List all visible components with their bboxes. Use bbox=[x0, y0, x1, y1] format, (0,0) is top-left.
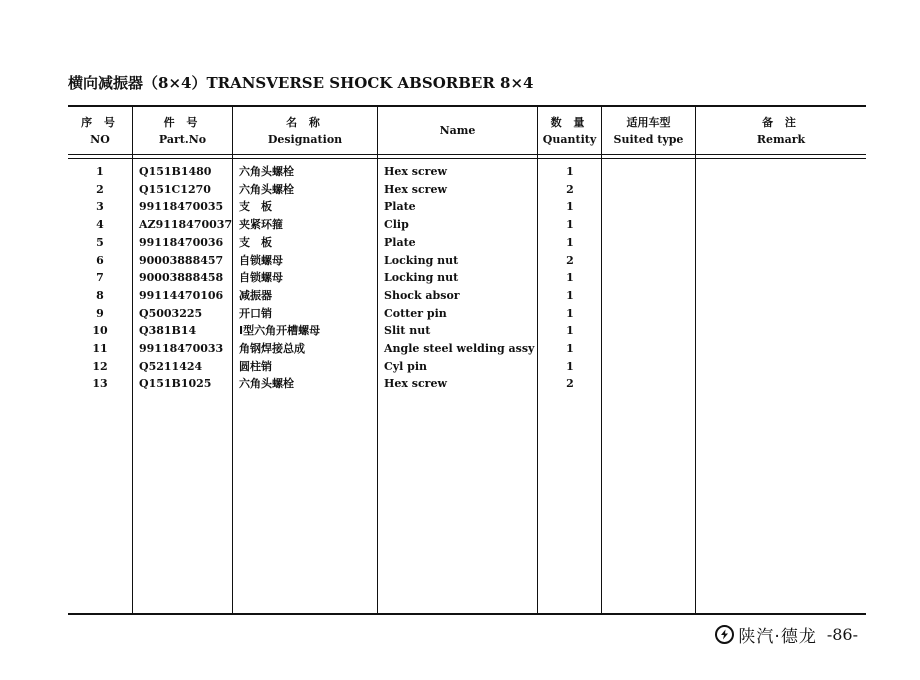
row-designation: 自锁螺母 bbox=[239, 253, 283, 267]
row-designation: 六角头螺栓 bbox=[239, 165, 294, 178]
row-quantity: 1 bbox=[566, 324, 574, 338]
row-designation: Ⅰ型六角开槽螺母 bbox=[239, 324, 321, 338]
row-no: 7 bbox=[96, 271, 104, 285]
row-no: 10 bbox=[92, 324, 108, 338]
row-no: 5 bbox=[96, 235, 104, 249]
row-no: 1 bbox=[96, 165, 104, 178]
row-name: Locking nut bbox=[384, 253, 459, 267]
row-designation: 开口销 bbox=[239, 306, 272, 320]
row-designation: 减振器 bbox=[239, 288, 272, 302]
row-quantity: 1 bbox=[566, 165, 574, 178]
row-name: Hex screw bbox=[384, 377, 447, 391]
row-quantity: 1 bbox=[566, 306, 574, 320]
row-name: Plate bbox=[384, 200, 416, 214]
row-part-no: 99118470035 bbox=[139, 200, 224, 214]
row-quantity: 1 bbox=[566, 235, 574, 249]
row-name: Clip bbox=[384, 218, 409, 232]
row-designation: 夹紧环箍 bbox=[239, 218, 283, 232]
row-quantity: 1 bbox=[566, 288, 574, 302]
row-name: Locking nut bbox=[384, 271, 459, 285]
row-name: Angle steel welding assy bbox=[384, 342, 535, 355]
table-row bbox=[68, 181, 866, 199]
row-no: 11 bbox=[92, 342, 108, 355]
row-name: Plate bbox=[384, 235, 416, 249]
row-designation: 六角头螺栓 bbox=[239, 377, 294, 391]
row-quantity: 1 bbox=[566, 218, 574, 232]
table-row bbox=[68, 305, 866, 323]
row-part-no: Q5003225 bbox=[139, 306, 203, 320]
row-quantity: 1 bbox=[566, 200, 574, 214]
table-row bbox=[68, 252, 866, 270]
row-name: Slit nut bbox=[384, 324, 431, 338]
row-quantity: 1 bbox=[566, 359, 574, 373]
row-name: Cotter pin bbox=[384, 306, 447, 320]
row-part-no: Q381B14 bbox=[139, 324, 197, 338]
row-no: 8 bbox=[96, 288, 104, 302]
row-designation: 自锁螺母 bbox=[239, 271, 283, 285]
row-part-no: Q151B1480 bbox=[139, 165, 212, 178]
row-name: Shock absor bbox=[384, 288, 460, 302]
table-row bbox=[68, 287, 866, 305]
row-no: 13 bbox=[92, 377, 108, 391]
header-divider bbox=[68, 154, 866, 159]
table-row bbox=[68, 269, 866, 287]
row-no: 6 bbox=[96, 253, 104, 267]
brand-name: 陕汽·德龙 bbox=[738, 627, 817, 647]
row-designation: 圆柱销 bbox=[239, 359, 272, 373]
table-row bbox=[68, 340, 866, 358]
page-footer bbox=[715, 622, 858, 647]
row-part-no: 90003888457 bbox=[139, 253, 224, 267]
table-row bbox=[68, 198, 866, 216]
row-quantity: 2 bbox=[566, 253, 574, 267]
row-name: Hex screw bbox=[384, 182, 447, 196]
row-no: 2 bbox=[96, 182, 104, 196]
lightning-icon bbox=[719, 629, 730, 640]
header-no: 序 号 NO bbox=[81, 115, 119, 146]
row-part-no: Q151B1025 bbox=[139, 377, 212, 391]
header-designation: 名 称 Designation bbox=[267, 115, 343, 146]
table-row bbox=[68, 375, 866, 393]
header-quantity: 数 量 Quantity bbox=[542, 115, 597, 146]
row-name: Cyl pin bbox=[384, 359, 428, 373]
row-designation: 支 板 bbox=[239, 235, 272, 249]
header-suited-type: 适用车型 Suited type bbox=[613, 115, 684, 146]
row-quantity: 1 bbox=[566, 271, 574, 285]
table-row bbox=[68, 163, 866, 181]
row-designation: 六角头螺栓 bbox=[239, 182, 294, 196]
row-part-no: 99118470033 bbox=[139, 342, 224, 355]
row-designation: 角钢焊接总成 bbox=[239, 342, 305, 355]
shacman-logo-icon bbox=[715, 625, 734, 644]
table-row bbox=[68, 216, 866, 234]
row-quantity: 2 bbox=[566, 182, 574, 196]
row-quantity: 1 bbox=[566, 342, 574, 355]
table-row bbox=[68, 358, 866, 376]
row-designation: 支 板 bbox=[239, 200, 272, 214]
row-part-no: Q151C1270 bbox=[139, 182, 211, 196]
row-quantity: 2 bbox=[566, 377, 574, 391]
row-no: 3 bbox=[96, 200, 104, 214]
table-row bbox=[68, 322, 866, 340]
row-no: 9 bbox=[96, 306, 104, 320]
page-number: -86- bbox=[826, 625, 858, 644]
row-part-no: Q5211424 bbox=[139, 359, 203, 373]
header-part-no: 件 号 Part.No bbox=[158, 115, 207, 146]
row-part-no: AZ9118470037 bbox=[139, 218, 233, 232]
table-row bbox=[68, 234, 866, 252]
row-name: Hex screw bbox=[384, 165, 447, 178]
row-part-no: 90003888458 bbox=[139, 271, 224, 285]
parts-table bbox=[68, 105, 866, 615]
row-no: 12 bbox=[92, 359, 108, 373]
row-part-no: 99114470106 bbox=[139, 288, 224, 302]
header-name: Name bbox=[439, 124, 476, 137]
header-remark: 备 注 Remark bbox=[756, 115, 806, 146]
row-part-no: 99118470036 bbox=[139, 235, 224, 249]
page-title: 横向减振器（8×4）TRANSVERSE SHOCK ABSORBER 8×4 bbox=[68, 74, 534, 92]
row-no: 4 bbox=[96, 218, 104, 232]
